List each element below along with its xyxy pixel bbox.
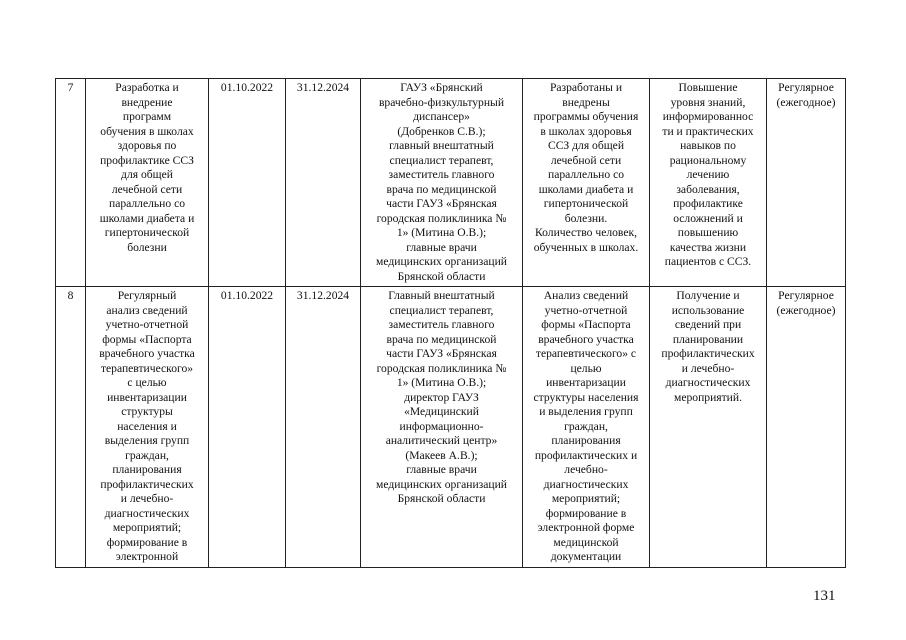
end-date-cell bbox=[286, 287, 361, 568]
table-row bbox=[56, 79, 846, 287]
row-number: 8 bbox=[67, 289, 74, 302]
frequency-cell bbox=[767, 79, 846, 287]
activity-name: Регулярный анализ сведений учетно-отчетной формы «Паспорта врачебного участка терапевтического» с целью инвентаризации структуры населения и выделения групп граждан, планирования профилактических и лечебно- диагностических мероприятий; формирование в электронной bbox=[99, 289, 195, 563]
expected-effect: Получение и использование сведений при планировании профилактических и лечебно- диагностических мероприятий. bbox=[661, 289, 755, 404]
page-number: 131 bbox=[813, 588, 836, 604]
row-number-cell bbox=[56, 287, 86, 568]
plan-table bbox=[55, 78, 846, 568]
row-number-cell bbox=[56, 79, 86, 287]
activity-name-cell bbox=[86, 287, 209, 568]
responsible-persons: ГАУЗ «Брянский врачебно-физкультурный диспансер» (Добренков С.В.); главный внештатный специалист терапевт, заместитель главного врача по медицинской части ГАУЗ «Брянская городская поликлиника № 1» (Митина О.В.); главные врачи медицинских организаций Брянской области bbox=[376, 81, 507, 283]
end-date: 31.12.2024 bbox=[296, 81, 350, 94]
result-cell bbox=[523, 79, 650, 287]
frequency: Регулярное (ежегодное) bbox=[776, 289, 836, 317]
expected-effect: Повышение уровня знаний, информированнос ти и практических навыков по рациональному лечению заболевания, профилактике осложнений и повышению качества жизни пациентов с ССЗ. bbox=[662, 81, 754, 268]
responsible-cell bbox=[361, 79, 523, 287]
table-row bbox=[56, 287, 846, 568]
result-cell bbox=[523, 287, 650, 568]
row-number: 7 bbox=[67, 81, 74, 94]
frequency-cell bbox=[767, 287, 846, 568]
frequency: Регулярное (ежегодное) bbox=[776, 81, 836, 109]
start-date: 01.10.2022 bbox=[220, 289, 274, 302]
responsible-cell bbox=[361, 287, 523, 568]
effect-cell bbox=[650, 79, 767, 287]
expected-result: Анализ сведений учетно-отчетной формы «Паспорта врачебного участка терапевтического» с целью инвентаризации структуры населения и выделения групп граждан, планирования профилактических и лечебно- диагностических мероприятий; формирование в электронной форме медицинской документации bbox=[533, 289, 639, 563]
start-date-cell bbox=[209, 79, 286, 287]
effect-cell bbox=[650, 287, 767, 568]
end-date: 31.12.2024 bbox=[296, 289, 350, 302]
start-date-cell bbox=[209, 287, 286, 568]
start-date: 01.10.2022 bbox=[220, 81, 274, 94]
end-date-cell bbox=[286, 79, 361, 287]
activity-name: Разработка и внедрение программ обучения в школах здоровья по профилактике ССЗ для общей лечебной сети параллельно со школами диабета и гипертонической болезни bbox=[99, 81, 195, 254]
expected-result: Разработаны и внедрены программы обучения в школах здоровья ССЗ для общей лечебной сети параллельно со школами диабета и гипертонической болезни. Количество человек, обученных в школах. bbox=[533, 81, 639, 254]
responsible-persons: Главный внештатный специалист терапевт, заместитель главного врача по медицинской части ГАУЗ «Брянская городская поликлиника № 1» (Митина О.В.); директор ГАУЗ «Медицинский информационно- аналитический центр» (Макеев А.В.); главные врачи медицинских организаций Брянской области bbox=[376, 289, 507, 505]
activity-name-cell bbox=[86, 79, 209, 287]
